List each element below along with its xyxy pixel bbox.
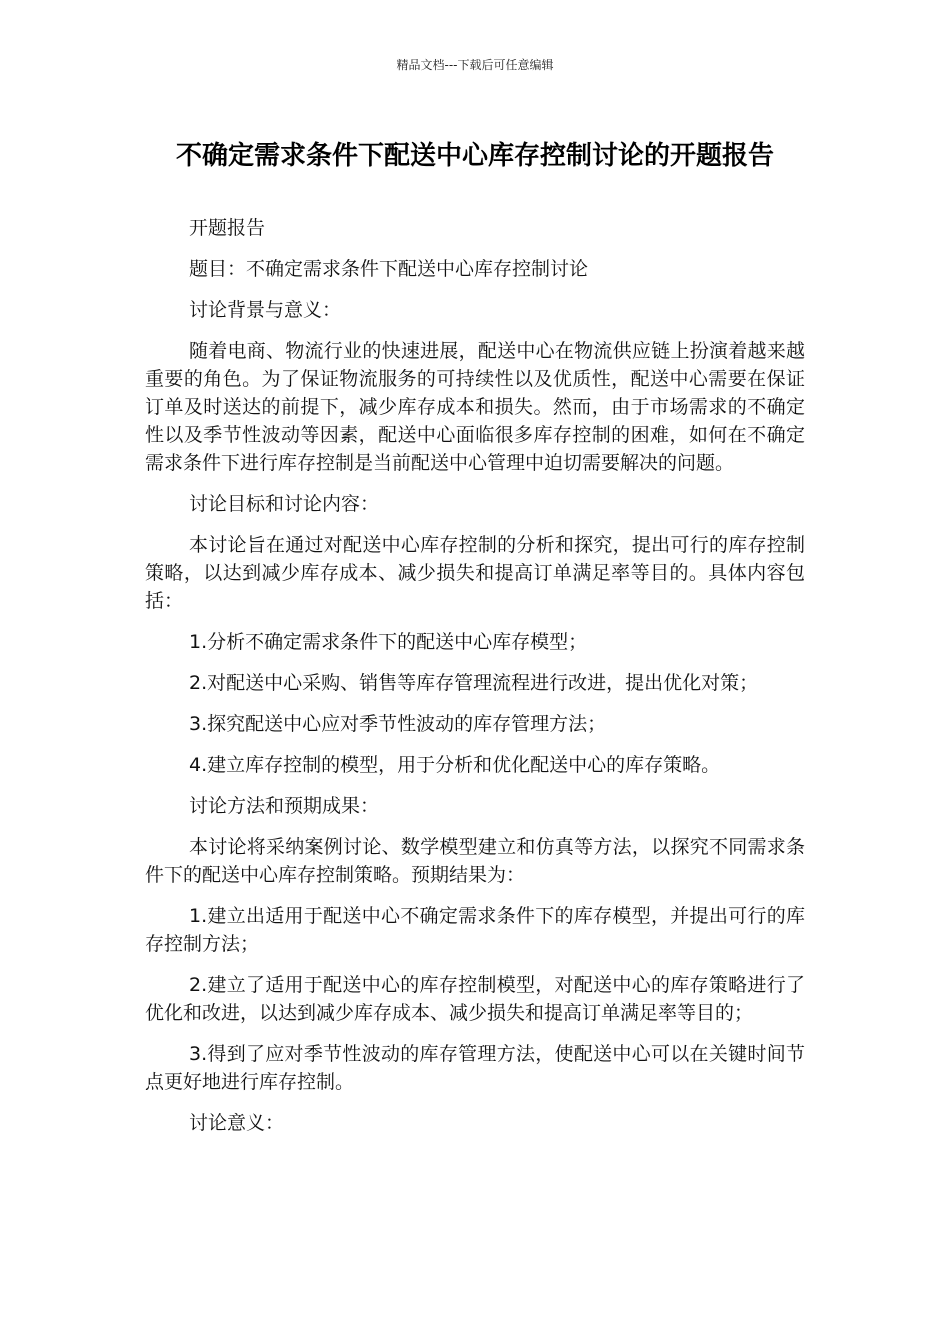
heading-background: 讨论背景与意义： xyxy=(189,299,342,321)
paragraph-methods: 本讨论将采纳案例讨论、数学模型建立和仿真等方法，以探究不同需求条件下的配送中心库存控制策略。预期结果为： xyxy=(145,836,805,886)
document-title: 不确定需求条件下配送中心库存控制讨论的开题报告 xyxy=(175,141,774,171)
heading-methods: 讨论方法和预期成果： xyxy=(189,795,380,817)
list-item-content-4: 4.建立库存控制的模型，用于分析和优化配送中心的库存策略。 xyxy=(189,754,721,776)
paragraph-background: 随着电商、物流行业的快速进展，配送中心在物流供应链上扮演着越来越重要的角色。为了保证物流服务的可持续性以及优质性，配送中心需要在保证订单及时送达的前提下，减少库存成本和损失。然而，由于市场需求的不确定性以及季节性波动等因素，配送中心面临很多库存控制的困难，如何在不确定需求条件下进行库存控制是当前配送中心管理中迫切需要解决的问题。 xyxy=(145,340,805,474)
header-note: 精品文档---下载后可任意编辑 xyxy=(396,58,554,72)
list-item-content-1: 1.分析不确定需求条件下的配送中心库存模型； xyxy=(189,631,588,653)
list-item-result-1: 1.建立出适用于配送中心不确定需求条件下的库存模型，并提出可行的库存控制方法； xyxy=(145,905,805,955)
paragraph-topic: 题目：不确定需求条件下配送中心库存控制讨论 xyxy=(189,258,589,280)
list-item-content-3: 3.探究配送中心应对季节性波动的库存管理方法； xyxy=(189,713,607,735)
paragraph-goals: 本讨论旨在通过对配送中心库存控制的分析和探究，提出可行的库存控制策略，以达到减少库存成本、减少损失和提高订单满足率等目的。具体内容包括： xyxy=(145,534,805,612)
list-item-result-3: 3.得到了应对季节性波动的库存管理方法，使配送中心可以在关键时间节点更好地进行库存控制。 xyxy=(145,1043,805,1093)
list-item-result-2: 2.建立了适用于配送中心的库存控制模型，对配送中心的库存策略进行了优化和改进，以达到减少库存成本、减少损失和提高订单满足率等目的； xyxy=(145,974,805,1024)
heading-goals: 讨论目标和讨论内容： xyxy=(189,493,380,515)
document-body xyxy=(145,214,805,1150)
list-item-content-2: 2.对配送中心采购、销售等库存管理流程进行改进，提出优化对策； xyxy=(189,672,759,694)
heading-significance: 讨论意义： xyxy=(189,1112,285,1134)
paragraph-report-label: 开题报告 xyxy=(189,217,266,239)
